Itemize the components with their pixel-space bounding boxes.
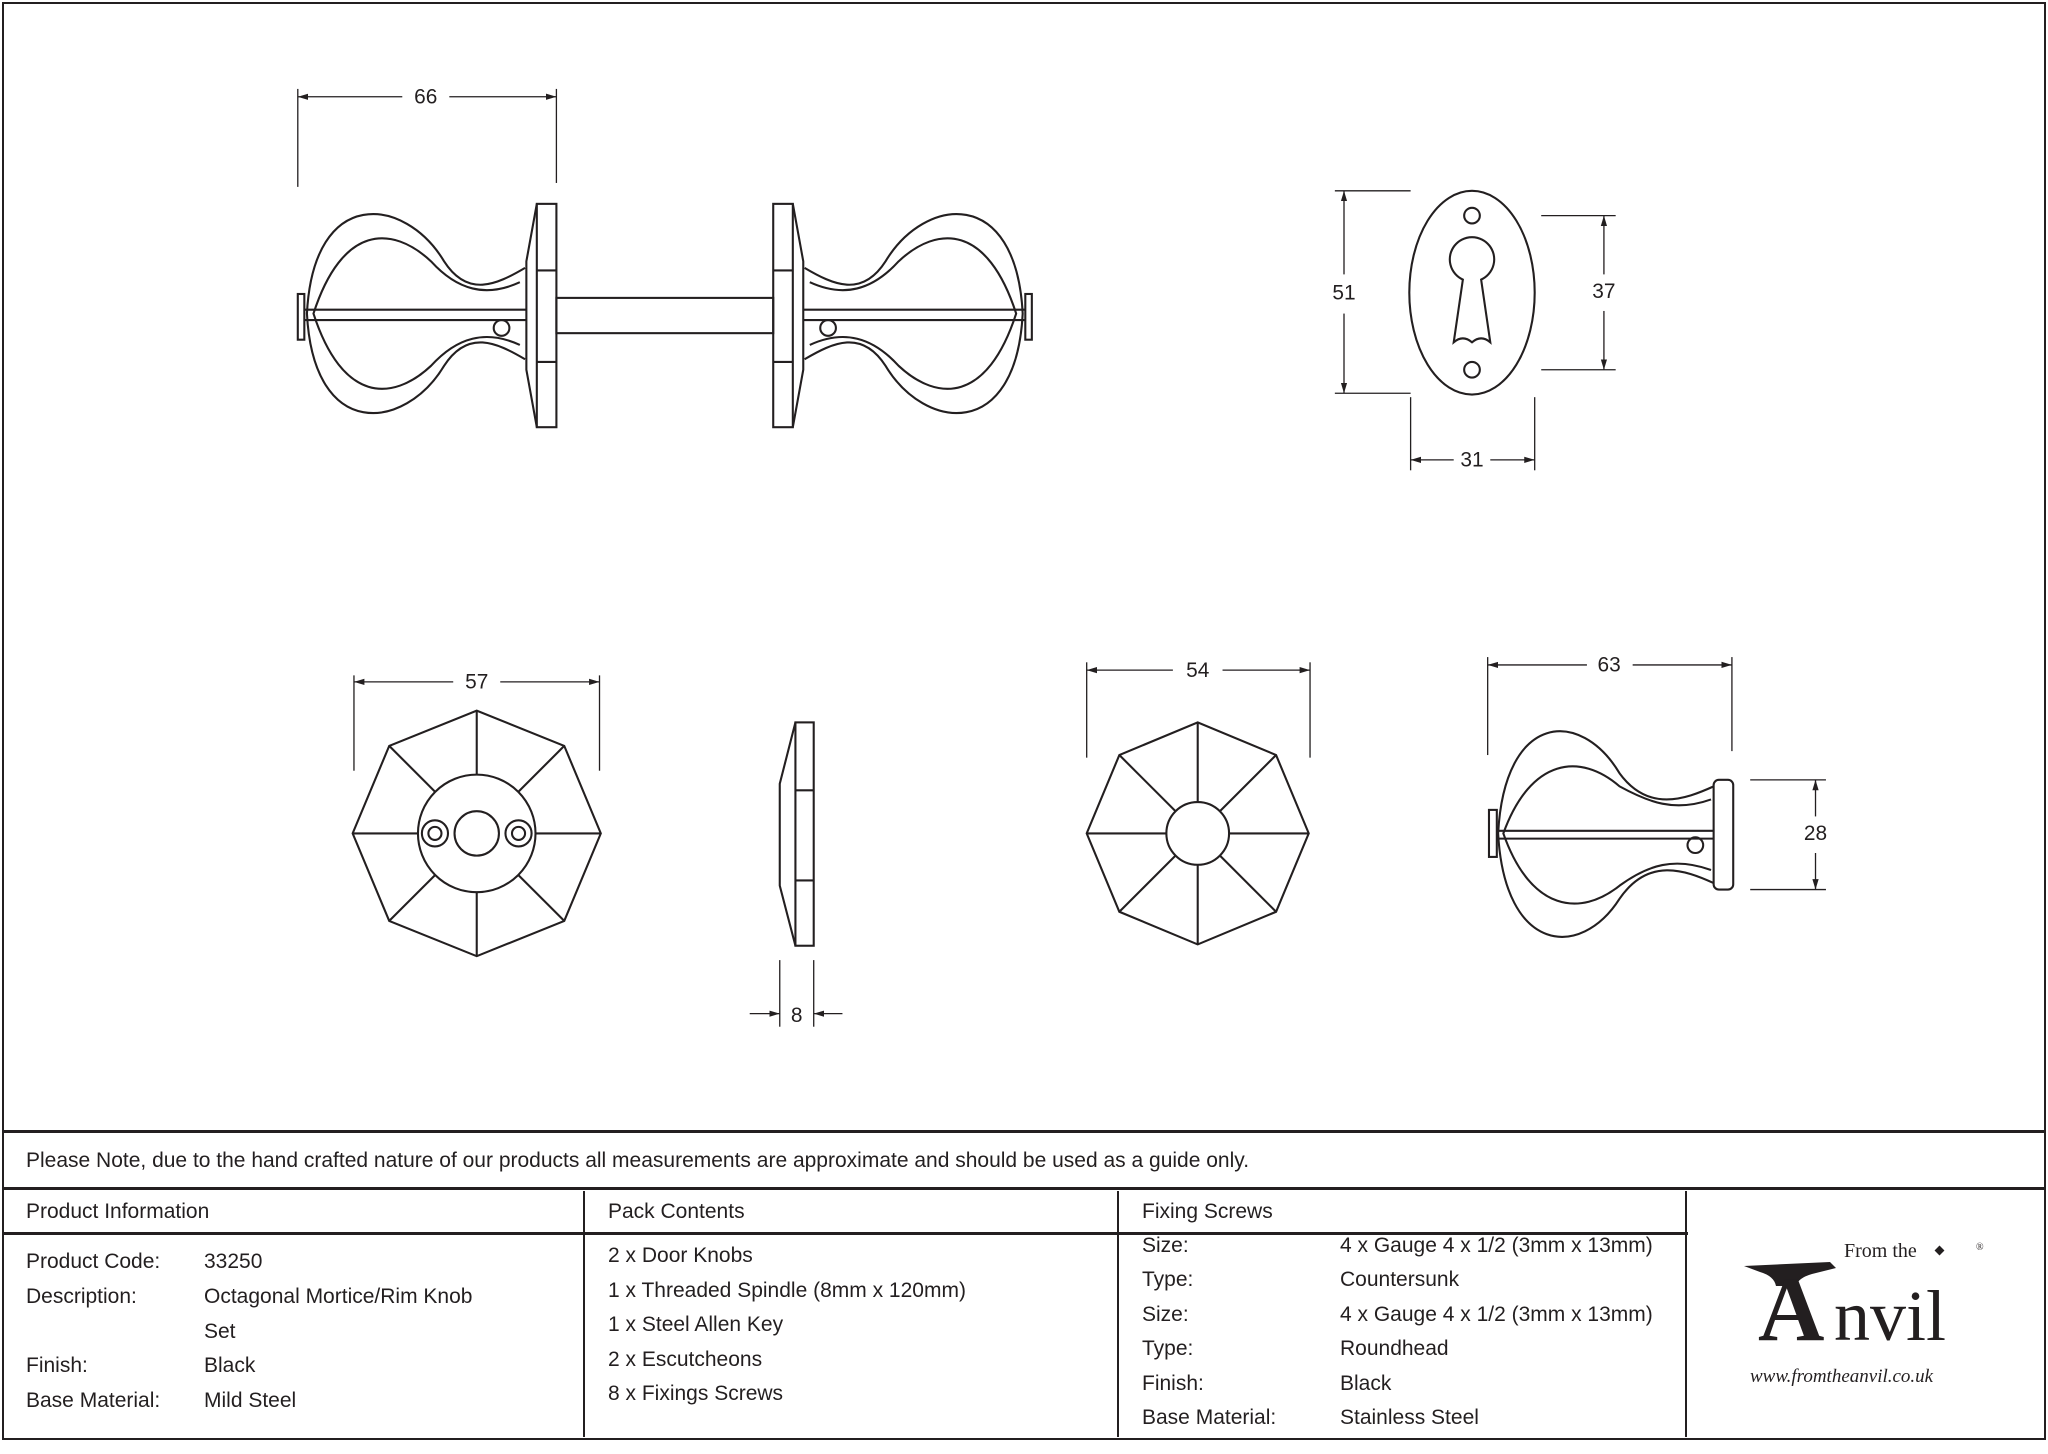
- pack-item: 2 x Door Knobs: [608, 1244, 753, 1267]
- product-info-section: [4, 1234, 584, 1434]
- dim-label-28: 28: [1803, 822, 1828, 846]
- fixing-screws-title: Fixing Screws: [1142, 1200, 1273, 1223]
- label: Size:: [1142, 1303, 1189, 1326]
- pack-contents-section: [586, 1234, 1116, 1434]
- left-knob: [298, 204, 557, 427]
- knob-front-view: [1087, 659, 1310, 944]
- finish-row: [26, 1354, 256, 1378]
- registered-mark: ®: [1976, 1242, 1984, 1253]
- pack-item: 1 x Threaded Spindle (8mm x 120mm): [608, 1279, 966, 1302]
- value: 33250: [204, 1250, 263, 1273]
- screw-row: [1142, 1234, 1653, 1258]
- product-code-row: [26, 1250, 263, 1274]
- right-knob: [773, 204, 1032, 427]
- measurement-note: [4, 1130, 2044, 1190]
- value: Octagonal Mortice/Rim Knob: [204, 1285, 473, 1308]
- dim-label-66: 66: [414, 85, 438, 109]
- description-row: [26, 1285, 473, 1309]
- screw-row: [1142, 1303, 1653, 1327]
- value: Black: [204, 1354, 256, 1377]
- note-text: Please Note, due to the hand crafted nature of our products all measurements are approximate and should be used as a guide only.: [26, 1149, 1250, 1172]
- fixing-screws-section: [1120, 1234, 1686, 1434]
- knob-pair-side-view: [298, 86, 1032, 428]
- keyhole-shape: [1450, 237, 1494, 342]
- screw-row: [1142, 1406, 1479, 1430]
- dim-label-37: 37: [1592, 280, 1616, 304]
- screw-row: [1142, 1372, 1392, 1396]
- label: Product Code:: [26, 1250, 161, 1273]
- label: Base Material:: [1142, 1406, 1277, 1429]
- label: Finish:: [1142, 1372, 1204, 1395]
- rose-front-view: [353, 671, 601, 956]
- screw-row: [1142, 1268, 1460, 1292]
- label: Type:: [1142, 1337, 1194, 1360]
- value: Countersunk: [1340, 1268, 1460, 1291]
- value: Set: [204, 1320, 236, 1343]
- from-the-anvil-logo: [1740, 1240, 2000, 1390]
- dim-label-31: 31: [1460, 448, 1484, 472]
- product-info-title: Product Information: [26, 1200, 210, 1223]
- pack-contents-title: Pack Contents: [608, 1200, 745, 1223]
- screw-row: [1142, 1337, 1449, 1361]
- value: 4 x Gauge 4 x 1/2 (3mm x 13mm): [1340, 1234, 1653, 1257]
- dim-label-51: 51: [1332, 281, 1356, 305]
- dim-label-8: 8: [790, 1003, 803, 1027]
- value: Stainless Steel: [1340, 1406, 1479, 1429]
- value: Roundhead: [1340, 1337, 1449, 1360]
- escutcheon-view: [1332, 191, 1615, 472]
- dim-label-57: 57: [465, 670, 489, 694]
- base-material-row: [26, 1389, 297, 1413]
- value: 4 x Gauge 4 x 1/2 (3mm x 13mm): [1340, 1303, 1653, 1326]
- label: Size:: [1142, 1234, 1189, 1257]
- logo-from-the: From the: [1844, 1240, 1917, 1262]
- dim-label-63: 63: [1597, 653, 1621, 677]
- value: Black: [1340, 1372, 1392, 1395]
- value: Mild Steel: [204, 1389, 297, 1412]
- label: Description:: [26, 1285, 137, 1308]
- label: Base Material:: [26, 1389, 161, 1412]
- label: Finish:: [26, 1354, 88, 1377]
- product-info-header: [4, 1191, 1688, 1235]
- dim-label-54: 54: [1186, 658, 1210, 682]
- spindle: [556, 298, 773, 333]
- pack-item: 2 x Escutcheons: [608, 1348, 763, 1371]
- knob-side-view: [1488, 654, 1827, 937]
- logo-url: www.fromtheanvil.co.uk: [1750, 1366, 1934, 1387]
- pack-item: 1 x Steel Allen Key: [608, 1313, 784, 1336]
- logo-initial: A: [1758, 1258, 1825, 1360]
- logo-name: nvil: [1834, 1276, 1947, 1356]
- divider: [1117, 1191, 1119, 1437]
- rose-side-view: [750, 722, 843, 1026]
- label: Type:: [1142, 1268, 1194, 1291]
- pack-item: 8 x Fixings Screws: [608, 1382, 784, 1405]
